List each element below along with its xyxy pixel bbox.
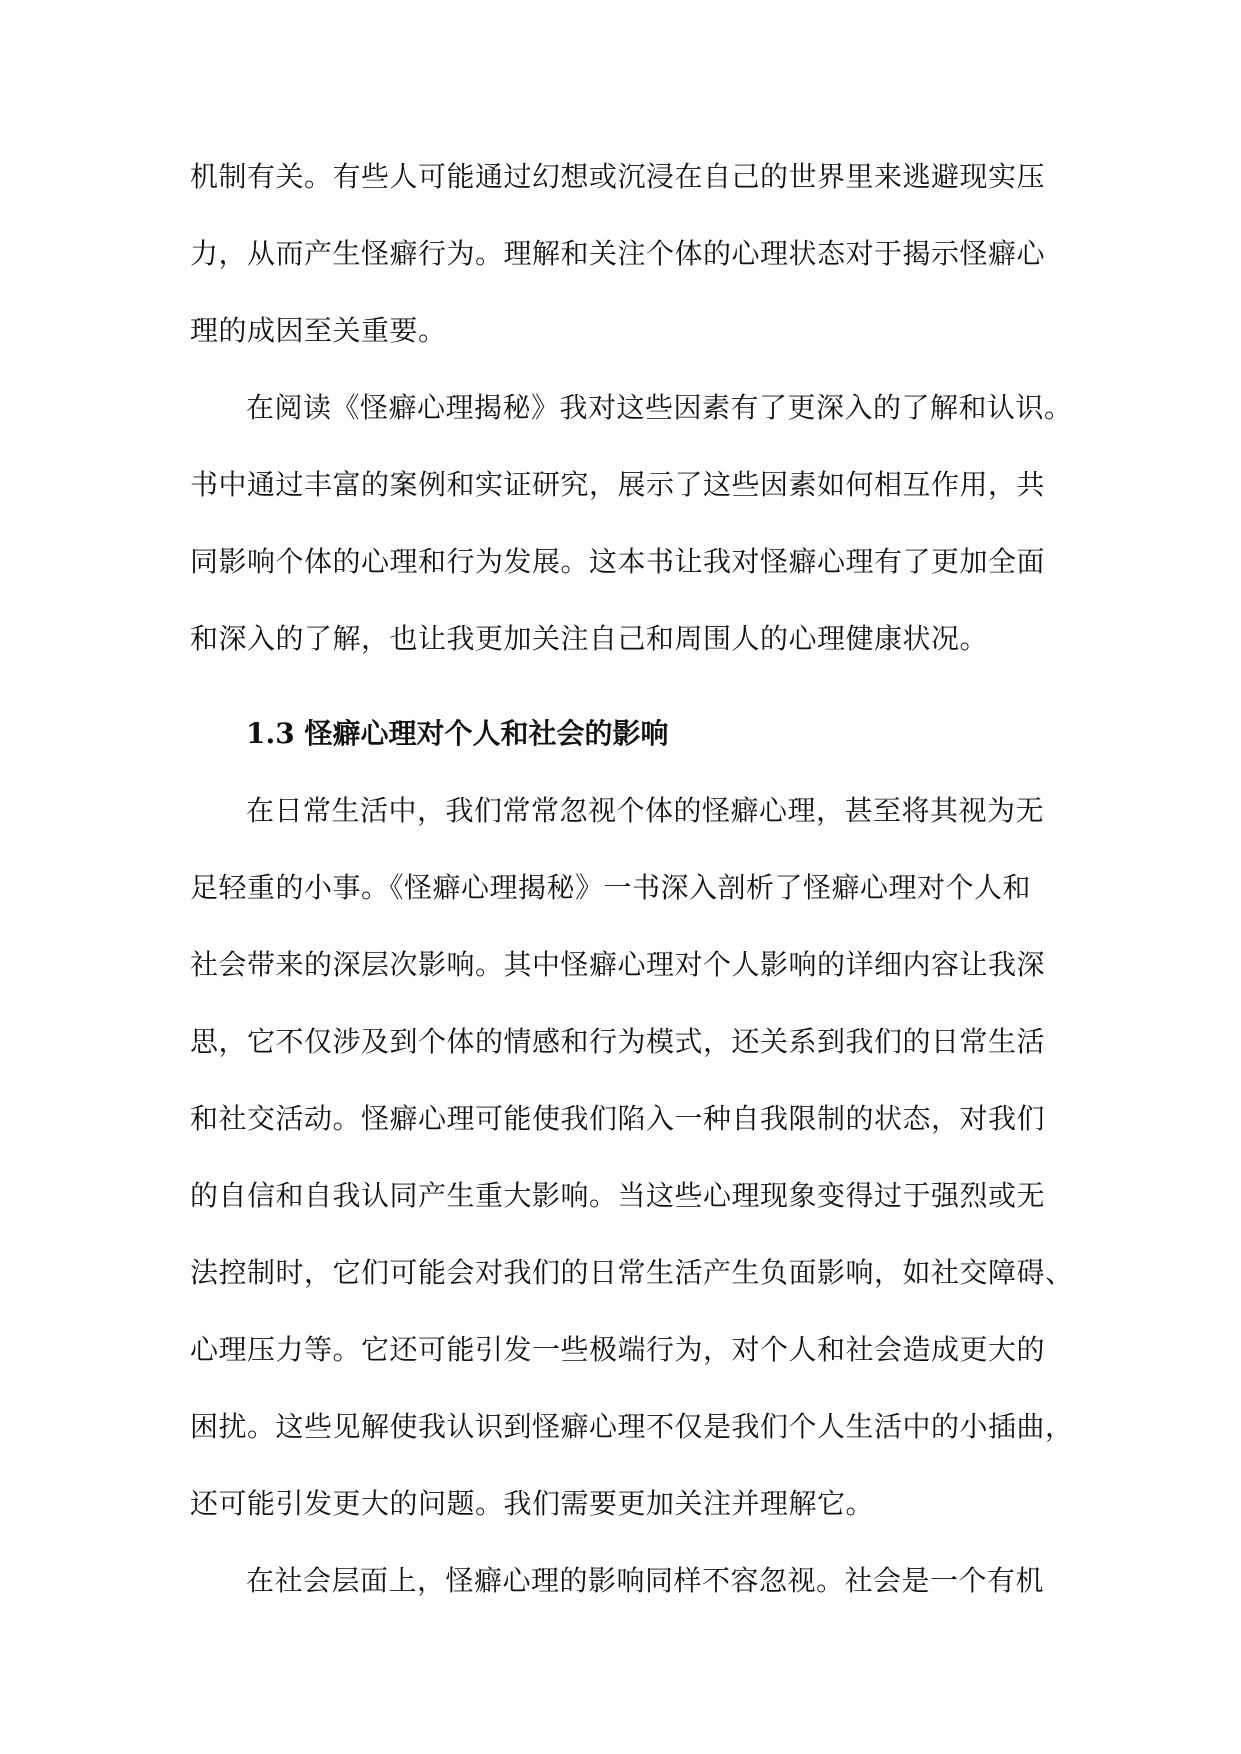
paragraph-reading-reflection	[190, 369, 1073, 677]
section-heading: 1.3 怪癖心理对个人和社会的影响	[246, 717, 669, 750]
paragraph-personal-impact	[190, 772, 1074, 1542]
text-line: 社会带来的深层次影响。其中怪癖心理对个人影响的详细内容让我深	[190, 948, 1046, 981]
text-line: 的自信和自我认同产生重大影响。当这些心理现象变得过于强烈或无	[190, 1179, 1046, 1212]
text-line: 困扰。这些见解使我认识到怪癖心理不仅是我们个人生活中的小插曲，	[190, 1410, 1074, 1443]
text-line: 心理压力等。它还可能引发一些极端行为，对个人和社会造成更大的	[190, 1333, 1046, 1366]
text-line: 和深入的了解，也让我更加关注自己和周围人的心理健康状况。	[190, 622, 989, 655]
document-body	[190, 138, 1074, 1619]
paragraph-continuation	[190, 138, 1052, 369]
text-line: 同影响个体的心理和行为发展。这本书让我对怪癖心理有了更加全面	[190, 545, 1046, 578]
text-line: 书中通过丰富的案例和实证研究，展示了这些因素如何相互作用，共	[190, 468, 1046, 501]
text-line: 还可能引发更大的问题。我们需要更加关注并理解它。	[190, 1487, 875, 1520]
text-line: 力，从而产生怪癖行为。理解和关注个体的心理状态对于揭示怪癖心	[190, 237, 1046, 270]
text-line: 机制有关。有些人可能通过幻想或沉浸在自己的世界里来逃避现实压	[190, 160, 1046, 193]
text-line: 在阅读《怪癖心理揭秘》我对这些因素有了更深入的了解和认识。	[246, 391, 1073, 424]
paragraph-social-impact	[190, 1542, 1052, 1619]
text-line: 在日常生活中，我们常常忽视个体的怪癖心理，甚至将其视为无	[246, 794, 1045, 827]
text-line: 和社交活动。怪癖心理可能使我们陷入一种自我限制的状态，对我们	[190, 1102, 1046, 1135]
text-line: 思，它不仅涉及到个体的情感和行为模式，还关系到我们的日常生活	[190, 1025, 1046, 1058]
text-line: 足轻重的小事。《怪癖心理揭秘》一书深入剖析了怪癖心理对个人和	[190, 871, 1032, 904]
text-line: 在社会层面上，怪癖心理的影响同样不容忽视。社会是一个有机	[246, 1564, 1045, 1597]
text-line: 法控制时，它们可能会对我们的日常生活产生负面影响，如社交障碍、	[190, 1256, 1074, 1289]
text-line: 理的成因至关重要。	[190, 314, 447, 347]
